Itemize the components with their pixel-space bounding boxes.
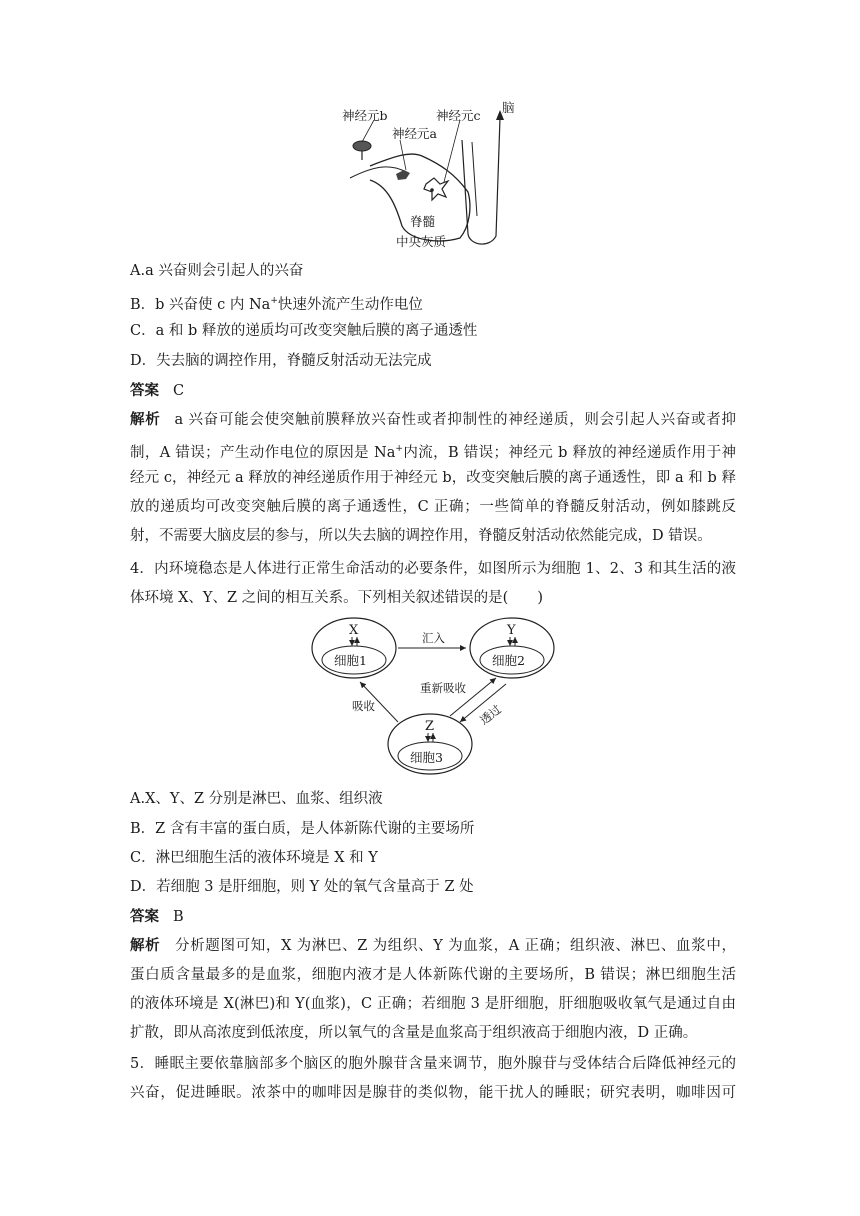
q4-explanation-line-4: 扩散，即从高浓度到低浓度，所以氧气的含量是血浆高于组织液高于细胞内液，D 正确。 [130,1025,698,1041]
label-cell1: 细胞1 [334,653,367,668]
q3-option-a: A.a 兴奋则会引起人的兴奋 [130,263,304,279]
q4-answer: 答案 B [130,908,184,925]
q4-option-b: B．Z 含有丰富的蛋白质，是人体新陈代谢的主要场所 [130,821,475,837]
ascending-tract [472,142,477,216]
label-cell3: 细胞3 [410,750,443,765]
q3-explanation-line-1: 解析 a 兴奋可能会使突触前膜释放兴奋性或者抑制性的神经递质，则会引起人兴奋或者抑 [130,411,736,428]
q3-explanation-line-5: 射，不需要大脑皮层的参与，所以失去脑的调控作用，脊髓反射活动依然能完成，D 错误。 [130,528,712,544]
q4-explanation-line-3: 的液体环境是 X(淋巴)和 Y(血浆)，C 正确；若细胞 3 是肝细胞，肝细胞吸收氧气是通过自由 [130,996,736,1012]
q3-option-d: D．失去脑的调控作用，脊髓反射活动无法完成 [130,353,432,369]
label-z: Z [425,719,435,734]
label-spinal-cord: 脊髓 [410,214,436,229]
q3-explanation-line-3: 经元 c，神经元 a 释放的神经递质作用于神经元 b，改变突触后膜的离子通透性，即 a 和 b 释 [130,470,736,486]
q3-option-c: C．a 和 b 释放的递质均可改变突触后膜的离子通透性 [130,323,478,339]
q4-stem-line-2: 体环境 X、Y、Z 之间的相互关系。下列相关叙述错误的是( ) [130,590,543,606]
q4-option-a: A.X、Y、Z 分别是淋巴、血浆、组织液 [130,791,383,807]
label-neuron-b: 神经元b [342,108,388,123]
label-touguo: 透过 [477,702,504,728]
fluid-relationship-diagram [300,612,560,782]
q5-stem-line-2: 兴奋，促进睡眠。浓茶中的咖啡因是腺苷的类似物，能干扰人的睡眠；研究表明，咖啡因可 [130,1085,736,1101]
label-brain: 脑 [502,100,515,115]
motor-axon [462,118,500,244]
q3-answer: 答案 C [130,382,185,399]
q4-option-d: D．若细胞 3 是肝细胞，则 Y 处的氧气含量高于 Z 处 [130,879,474,895]
q4-explanation-line-2: 蛋白质含量最多的是血浆，细胞内液才是人体新陈代谢的主要场所，B 错误；淋巴细胞生活 [130,967,736,983]
label-y: Y [507,623,516,638]
label-neuron-a: 神经元a [392,126,437,141]
spinal-cord-figure [340,96,530,256]
q5-stem-line-1: 5．睡眠主要依靠脑部多个脑区的胞外腺苷含量来调节，胞外腺苷与受体结合后降低神经元的 [130,1056,736,1072]
q3-explanation-line-4: 放的递质均可改变突触后膜的离子通透性，C 正确；一些简单的脊髓反射活动，例如膝跳反 [130,499,736,515]
q4-option-c: C．淋巴细胞生活的液体环境是 X 和 Y [130,850,378,866]
q4-explanation-line-1: 解析 分析题图可知，X 为淋巴、Z 为组织、Y 为血浆，A 正确；组织液、淋巴、血浆中， [130,937,737,954]
q3-option-b: B．b 兴奋使 c 内 Na+快速外流产生动作电位 [130,296,423,313]
q4-stem-line-1: 4．内环境稳态是人体进行正常生命活动的必要条件，如图所示为细胞 1、2、3 和其生活的液 [130,561,736,577]
label-chongxin: 重新吸收 [420,681,466,695]
label-huiru: 汇入 [422,631,445,645]
neuron-b-body [353,141,371,151]
q3-explanation-line-2: 制，A 错误；产生动作电位的原因是 Na+内流，B 错误；神经元 b 释放的神经递质作用于神 [130,444,736,461]
neuron-a-synapse [396,170,410,180]
label-central-gray: 中央灰质 [396,234,447,249]
label-neuron-c: 神经元c [436,108,481,123]
label-xishou: 吸收 [352,699,375,713]
label-x: X [349,623,359,638]
label-cell2: 细胞2 [492,653,525,668]
